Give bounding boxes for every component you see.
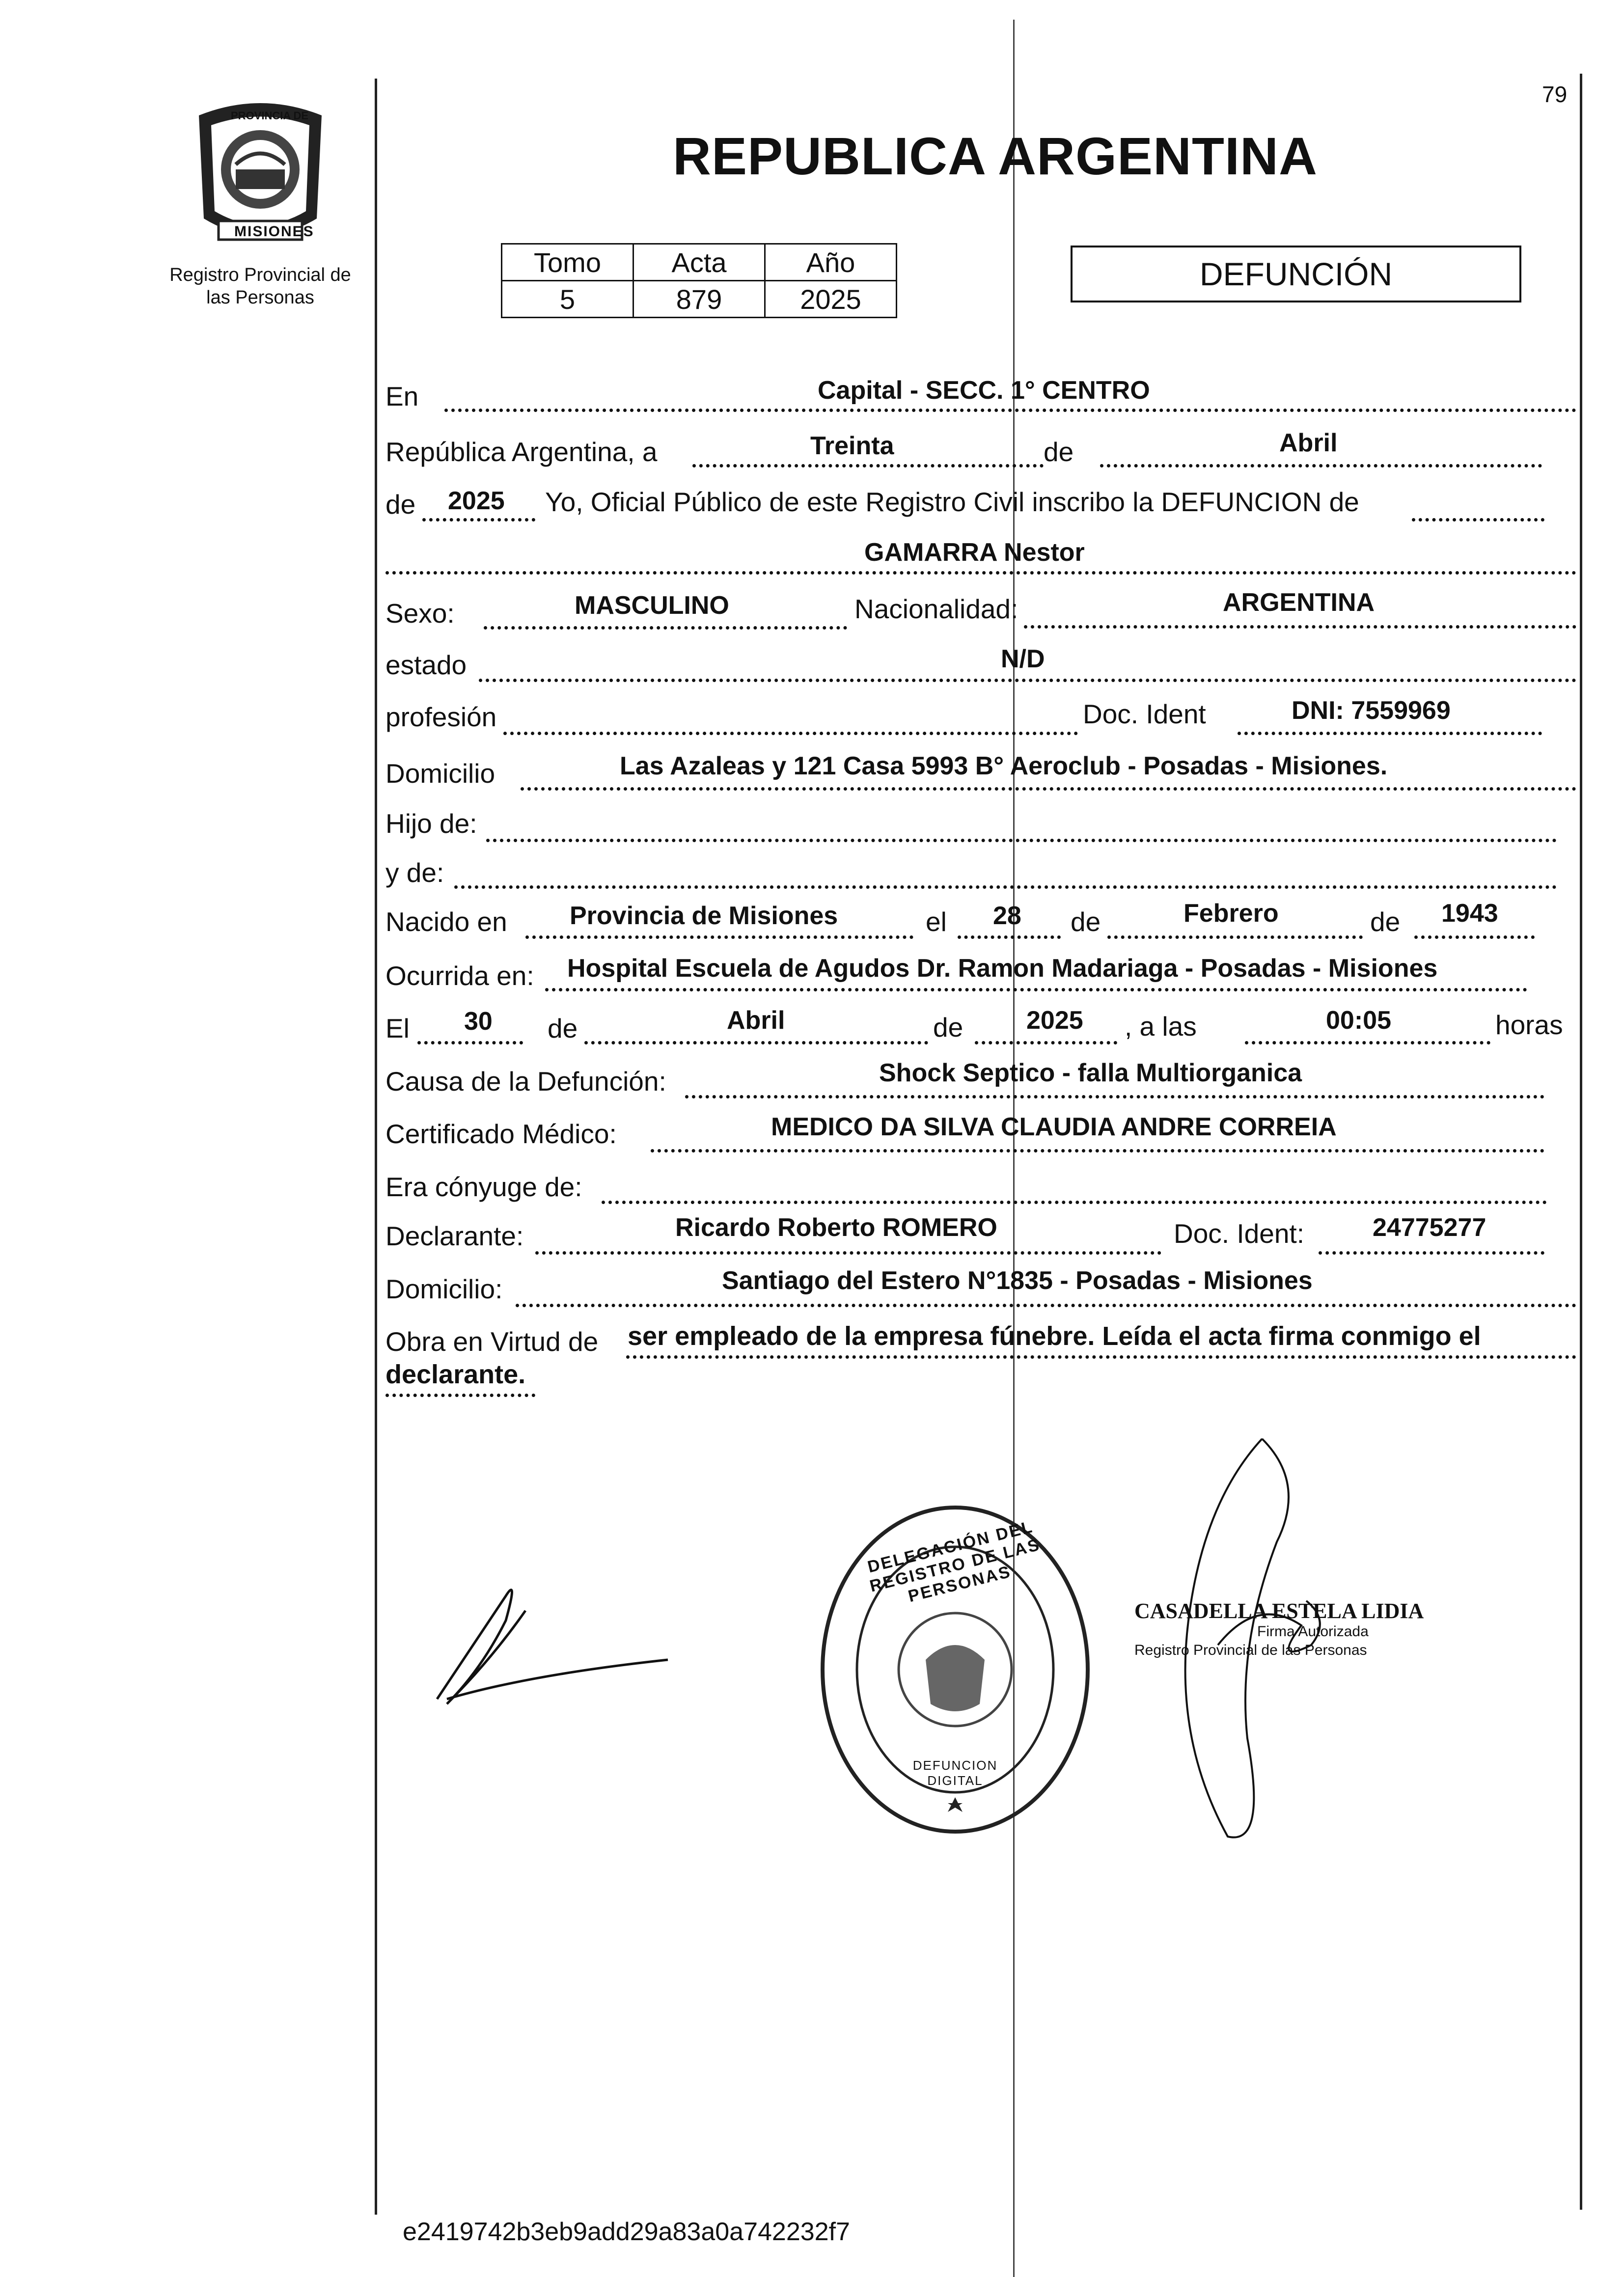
registry-seal: [813, 1498, 1098, 1841]
line-day: [692, 464, 1044, 467]
table-value-tomo: 5: [502, 281, 633, 318]
line-causa: [685, 1095, 1544, 1098]
label-en: En: [385, 381, 419, 412]
label-sexo: Sexo:: [385, 598, 455, 629]
label-birth-de1: de: [1071, 906, 1101, 937]
line-sexo: [484, 626, 847, 630]
value-month: Abril: [1279, 429, 1338, 457]
label-declarante-domicilio: Domicilio:: [385, 1274, 503, 1304]
registry-label-line2: las Personas: [206, 287, 314, 308]
line-death-year: [975, 1041, 1117, 1044]
line-estado: [479, 679, 1576, 682]
line-after-inscribo: [1412, 518, 1544, 521]
value-declarante-doc: 24775277: [1373, 1213, 1486, 1242]
line-profesion: [503, 732, 1078, 735]
official-stamp-name: CASADELLA ESTELA LIDIA: [1134, 1599, 1424, 1623]
label-nacido-en: Nacido en: [385, 906, 507, 937]
text-oficial-inscribo: Yo, Oficial Público de este Registro Civil inscribo la DEFUNCION de: [545, 487, 1359, 517]
line-obra-2: [385, 1394, 535, 1397]
line-y-de: [454, 885, 1557, 889]
line-nacionalidad: [1024, 625, 1576, 629]
record-table-value-row: [502, 281, 897, 318]
label-domicilio: Domicilio: [385, 758, 495, 789]
page-title: REPUBLICA ARGENTINA: [673, 126, 1318, 186]
line-ocurrida-en: [545, 988, 1527, 991]
line-conyuge: [602, 1201, 1547, 1204]
value-birth-day: 28: [993, 902, 1021, 930]
table-header-tomo: Tomo: [502, 244, 633, 281]
value-year: 2025: [448, 487, 505, 515]
registry-label-line1: Registro Provincial de: [169, 265, 351, 285]
value-en: Capital - SECC. 1° CENTRO: [818, 376, 1150, 405]
line-en: [444, 409, 1576, 412]
emblem-text-top: PROVINCIA DE: [231, 110, 309, 122]
line-death-time: [1245, 1041, 1490, 1044]
page-number: 79: [1542, 82, 1568, 107]
official-stamp-org: Registro Provincial de las Personas: [1134, 1642, 1367, 1658]
label-doc-ident: Doc. Ident: [1083, 699, 1206, 729]
center-fold-line: [1013, 20, 1015, 2277]
label-death-de2: de: [933, 1012, 963, 1042]
value-obra-line2: declarante.: [385, 1360, 526, 1389]
value-causa: Shock Septico - falla Multiorganica: [879, 1059, 1302, 1087]
line-declarante: [535, 1251, 1161, 1255]
label-de-month: de: [1044, 437, 1074, 467]
official-stamp-role: Firma Autorizada: [1257, 1623, 1369, 1640]
value-declarante: Ricardo Roberto ROMERO: [675, 1213, 997, 1242]
seal-inner-text: DEFUNCION DIGITAL: [912, 1758, 998, 1788]
value-sexo: MASCULINO: [575, 591, 729, 620]
label-profesion: profesión: [385, 702, 497, 732]
table-header-anio: Año: [765, 244, 897, 281]
label-ocurrida-en: Ocurrida en:: [385, 960, 534, 991]
official-signature: [1144, 1434, 1350, 1851]
line-birth-month: [1107, 935, 1363, 939]
line-death-month: [584, 1041, 928, 1044]
label-el-death: El: [385, 1013, 410, 1043]
label-de-year: de: [385, 489, 416, 520]
value-death-day: 30: [464, 1007, 493, 1036]
line-year: [422, 518, 535, 521]
line-doc-ident: [1238, 732, 1542, 735]
left-margin-line: [375, 79, 377, 2215]
label-estado: estado: [385, 650, 467, 680]
value-death-month: Abril: [727, 1006, 785, 1035]
value-nacionalidad: ARGENTINA: [1223, 588, 1375, 617]
record-table: [501, 243, 897, 318]
table-value-acta: 879: [633, 281, 765, 318]
value-death-year: 2025: [1026, 1006, 1083, 1035]
value-declarante-domicilio: Santiago del Estero N°1835 - Posadas - Misiones: [722, 1266, 1313, 1295]
value-ocurrida-en: Hospital Escuela de Agudos Dr. Ramon Madariaga - Posadas - Misiones: [567, 954, 1438, 983]
declarant-signature: [432, 1522, 678, 1709]
label-hijo-de: Hijo de:: [385, 808, 477, 839]
line-nacido-en: [525, 935, 913, 939]
value-doc-ident: DNI: 7559969: [1292, 696, 1451, 725]
right-margin-line: [1580, 74, 1582, 2210]
label-republica: República Argentina, a: [385, 437, 658, 467]
line-death-day: [417, 1041, 523, 1044]
label-el-birth: el: [926, 906, 947, 937]
line-month: [1100, 464, 1542, 467]
value-nacido-en: Provincia de Misiones: [570, 902, 838, 930]
record-table-header-row: [502, 244, 897, 281]
registry-label: [157, 264, 363, 309]
line-birth-day: [958, 935, 1061, 939]
label-declarante-doc: Doc. Ident:: [1174, 1218, 1304, 1249]
value-birth-month: Febrero: [1184, 899, 1279, 928]
label-obra-en-virtud: Obra en Virtud de: [385, 1326, 599, 1357]
label-y-de: y de:: [385, 857, 444, 888]
table-header-acta: Acta: [633, 244, 765, 281]
seal-ring-text: DELEGACIÓN DEL REGISTRO DE LAS PERSONAS: [865, 1517, 1043, 1606]
emblem-text-bottom: MISIONES: [234, 223, 314, 240]
value-day: Treinta: [810, 432, 894, 460]
label-certificado-medico: Certificado Médico:: [385, 1119, 617, 1149]
value-death-time: 00:05: [1326, 1006, 1391, 1035]
label-a-las: , a las: [1125, 1011, 1197, 1042]
line-deceased-name: [385, 571, 1576, 575]
document-hash: e2419742b3eb9add29a83a0a742232f7: [403, 2218, 850, 2246]
label-declarante: Declarante:: [385, 1221, 524, 1251]
line-declarante-domicilio: [516, 1304, 1576, 1307]
document-type-box: DEFUNCIÓN: [1071, 246, 1521, 302]
value-certificado-medico: MEDICO DA SILVA CLAUDIA ANDRE CORREIA: [771, 1113, 1337, 1141]
line-declarante-doc: [1319, 1251, 1544, 1255]
value-estado: N/D: [1001, 645, 1045, 673]
label-birth-de2: de: [1370, 906, 1401, 937]
label-nacionalidad: Nacionalidad:: [854, 594, 1018, 624]
province-emblem: [189, 96, 331, 253]
line-hijo-de: [486, 839, 1557, 842]
label-conyuge: Era cónyuge de:: [385, 1172, 582, 1202]
line-domicilio: [521, 787, 1576, 791]
line-certificado-medico: [651, 1149, 1544, 1152]
value-deceased-name: GAMARRA Nestor: [864, 538, 1085, 567]
label-causa: Causa de la Defunción:: [385, 1066, 666, 1097]
table-value-anio: 2025: [765, 281, 897, 318]
label-horas: horas: [1495, 1010, 1563, 1040]
value-domicilio: Las Azaleas y 121 Casa 5993 B° Aeroclub - Posadas - Misiones.: [620, 752, 1388, 780]
value-obra-line1: ser empleado de la empresa fúnebre. Leída el acta firma conmigo el: [628, 1321, 1481, 1351]
value-birth-year: 1943: [1441, 899, 1498, 928]
line-birth-year: [1414, 935, 1535, 939]
label-death-de1: de: [548, 1013, 578, 1043]
line-obra-1: [626, 1355, 1576, 1359]
